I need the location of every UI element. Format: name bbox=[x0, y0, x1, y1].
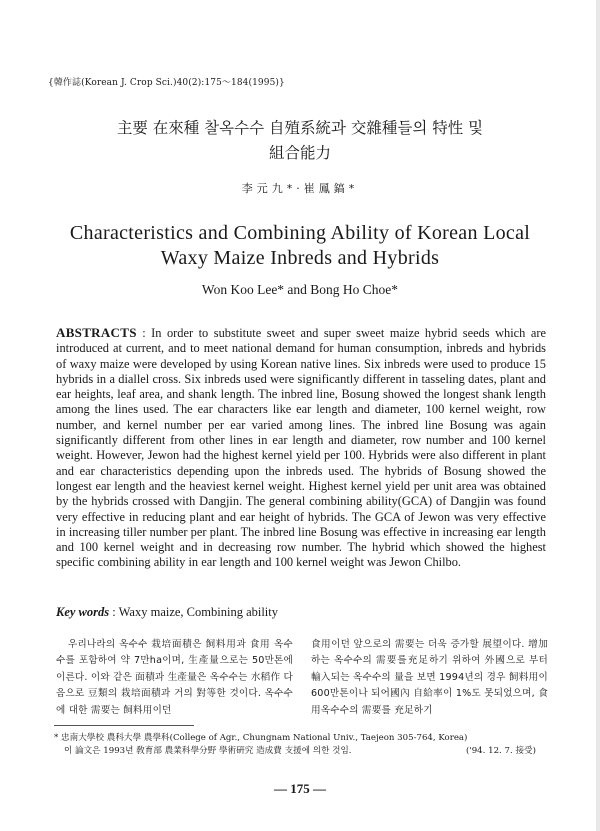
footnote-received-date: ('94. 12. 7. 接受) bbox=[466, 746, 536, 756]
footnote-affiliation: * 忠南大學校 農科大學 農學科(College of Agr., Chungnam National Univ., Taejeon 305-764, Korea) bbox=[54, 733, 468, 743]
page-edge bbox=[596, 0, 600, 831]
footnote-divider bbox=[54, 725, 194, 726]
korean-title bbox=[60, 116, 540, 166]
english-authors: Won Koo Lee* and Bong Ho Choe* bbox=[201, 282, 399, 297]
korean-authors: 李元九*·崔鳳鎬* bbox=[241, 182, 359, 195]
keywords-label: Key words bbox=[56, 605, 110, 619]
abstract-text: In order to substitute sweet and super sweet maize hybrid seeds which are introduced at current, and to meet national demand for human consumption, inbreds and hybrids of waxy maize were developed by using Korean native lines. Six inbreds were used to produce 15 hybrids in a diallel cross. Six inbreds used were significantly different in tasseling dates, plant and ear heights, leaf area, and shank length. The inbred line, Bosung showed the longest shank length among the lines used. The ear characters like ear length and diameter, 100 kernel weight, row number, and kernel number per ear varied among lines. The inbred line Bosung was again significantly different from other lines in ear length and diameter, row number and 100 kernel weight. However, Jewon had the highest kernel yield per 100. Hybrids were also different in plant and ear characteristics depending upon the inbreds used. The hybrids of Bosung showed the longest ear length and the heaviest kernel weight. Highest kernel yield per unit area was obtained by the hybrids crossed with Dangjin. The general combining ability(GCA) of Dangjin was found very effective in reducing plant and ear height of hybrids. The GCA of Jewon was very effective in increasing tiller number per plant. The inbred line Bosung was effective in increasing ear length and 100 kernel weight and in decreasing row number. The hybrid which showed the highest specific combining ability in ear length and 100 kernel weight was Jewon Chilbo. bbox=[56, 326, 546, 570]
keywords-separator: : bbox=[109, 605, 119, 619]
footnote-funding: 이 論文은 1993년 敎育部 農業科學分野 學術硏究 造成費 支援에 의한 것임. bbox=[64, 746, 352, 756]
keywords-text: Waxy maize, Combining ability bbox=[118, 605, 279, 619]
english-title bbox=[40, 221, 560, 271]
keywords bbox=[56, 605, 546, 620]
page-number: — 175 — bbox=[274, 781, 326, 796]
korean-title-line-2: 組合能力 bbox=[268, 144, 331, 162]
abstract-label: ABSTRACTS bbox=[56, 325, 137, 340]
body-left-column: 우리나라의 옥수수 栽培面積은 飼料用과 食用 옥수수를 포함하여 약 7만ha이며, 生產量으로는 50만톤에 이른다. 이와 같은 面積과 生產量은 옥수수는 水稻作 다음으로 豆類의 栽培面積과 거의 對等한 것이다. 옥수수에 대한 需要는 飼料用이던 bbox=[56, 639, 293, 716]
body-right-column: 食用이던 앞으로의 需要는 더욱 증가할 展望이다. 增加하는 옥수수의 需要를充足하기 위하여 外國으로 부터 輸入되는 옥수수의 量을 보면 1994년의 경우 飼料用이 600만톤이나 되어國內 自給率이 1%도 못되었으며, 食用옥수수의 需要를 充足하기 bbox=[311, 639, 548, 716]
english-title-line-2: Waxy Maize Inbreds and Hybrids bbox=[160, 247, 440, 269]
abstract-separator: : bbox=[136, 326, 152, 340]
korean-title-line-1: 主要 在來種 찰옥수수 自殖系統과 交雜種들의 特性 및 bbox=[116, 119, 484, 137]
abstract bbox=[56, 325, 546, 571]
journal-reference: {韓作誌(Korean J. Crop Sci.)40(2):175～184(1995)} bbox=[48, 78, 285, 88]
english-title-line-1: Characteristics and Combining Ability of Korean Local bbox=[69, 222, 531, 244]
